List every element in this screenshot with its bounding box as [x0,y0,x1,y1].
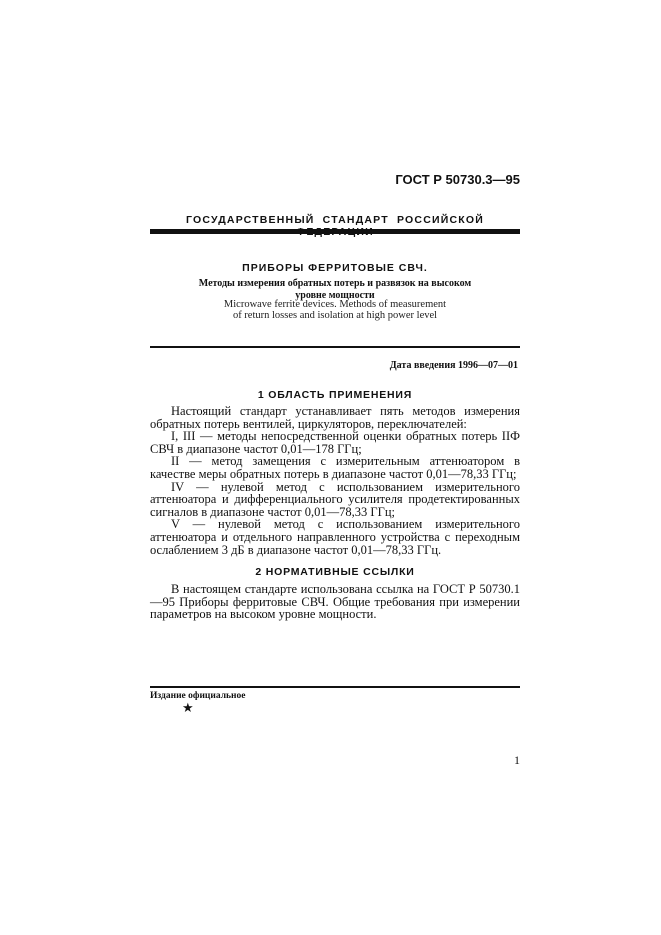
document-number: ГОСТ Р 50730.3—95 [395,172,520,187]
section-1-heading: 1 ОБЛАСТЬ ПРИМЕНЕНИЯ [257,389,413,401]
document-title: ПРИБОРЫ ФЕРРИТОВЫЕ СВЧ. [242,262,428,274]
paragraph: В настоящем стандарте использована ссылка на ГОСТ Р 50730.1—95 Приборы ферритовые СВЧ. Общие требования при измерении параметров на высоком уровне мощности. [150,582,520,622]
section-2-body [150,583,520,621]
footer-divider [150,686,520,688]
state-standard-title: ГОСУДАРСТВЕННЫЙ СТАНДАРТ РОССИЙСКОЙ [186,214,484,226]
english-title-line-2: of return losses and isolation at high power level [232,310,438,321]
header-divider [150,229,520,234]
subtitle-line-2: уровне мощности [295,290,375,301]
star-icon: ★ [182,700,194,715]
page-number: 1 [514,753,520,767]
section-1-body [150,405,520,556]
edition-label: Издание официальное [150,691,246,701]
english-title [175,299,495,321]
paragraph: Настоящий стандарт устанавливает пять методов измерения обратных потерь вентилей, циркуляторов, переключателей: [150,404,520,431]
paragraph: I, III — методы непосредственной оценки обратных потерь IIФ СВЧ в диапазоне частот 0,01—178 ГГц; [150,429,520,456]
paragraph: IV — нулевой метод с использованием измерительного аттенюатора и дифференциального усилителя продетектированных сигналов в диапазоне частот 0,01—78,33 ГГц; [150,479,520,519]
introduction-date: Дата введения 1996—07—01 [389,360,518,371]
subtitle-line-1: Методы измерения обратных потерь и развязок на высоком [198,278,472,289]
english-title-line-1: Microwave ferrite devices. Methods of measurement [223,299,447,310]
paragraph: II — метод замещения с измерительным аттенюатором в качестве меры обратных потерь в диапазоне частот 0,01—78,33 ГГц; [150,454,520,481]
section-2-heading: 2 НОРМАТИВНЫЕ ССЫЛКИ [255,566,415,578]
paragraph: V — нулевой метод с использованием измерительного аттенюатора и отдельного направленного устройства с переходным ослаблением 3 дБ в диапазоне частот 0,01—78,33 ГГц. [150,517,520,557]
title-divider [150,346,520,348]
